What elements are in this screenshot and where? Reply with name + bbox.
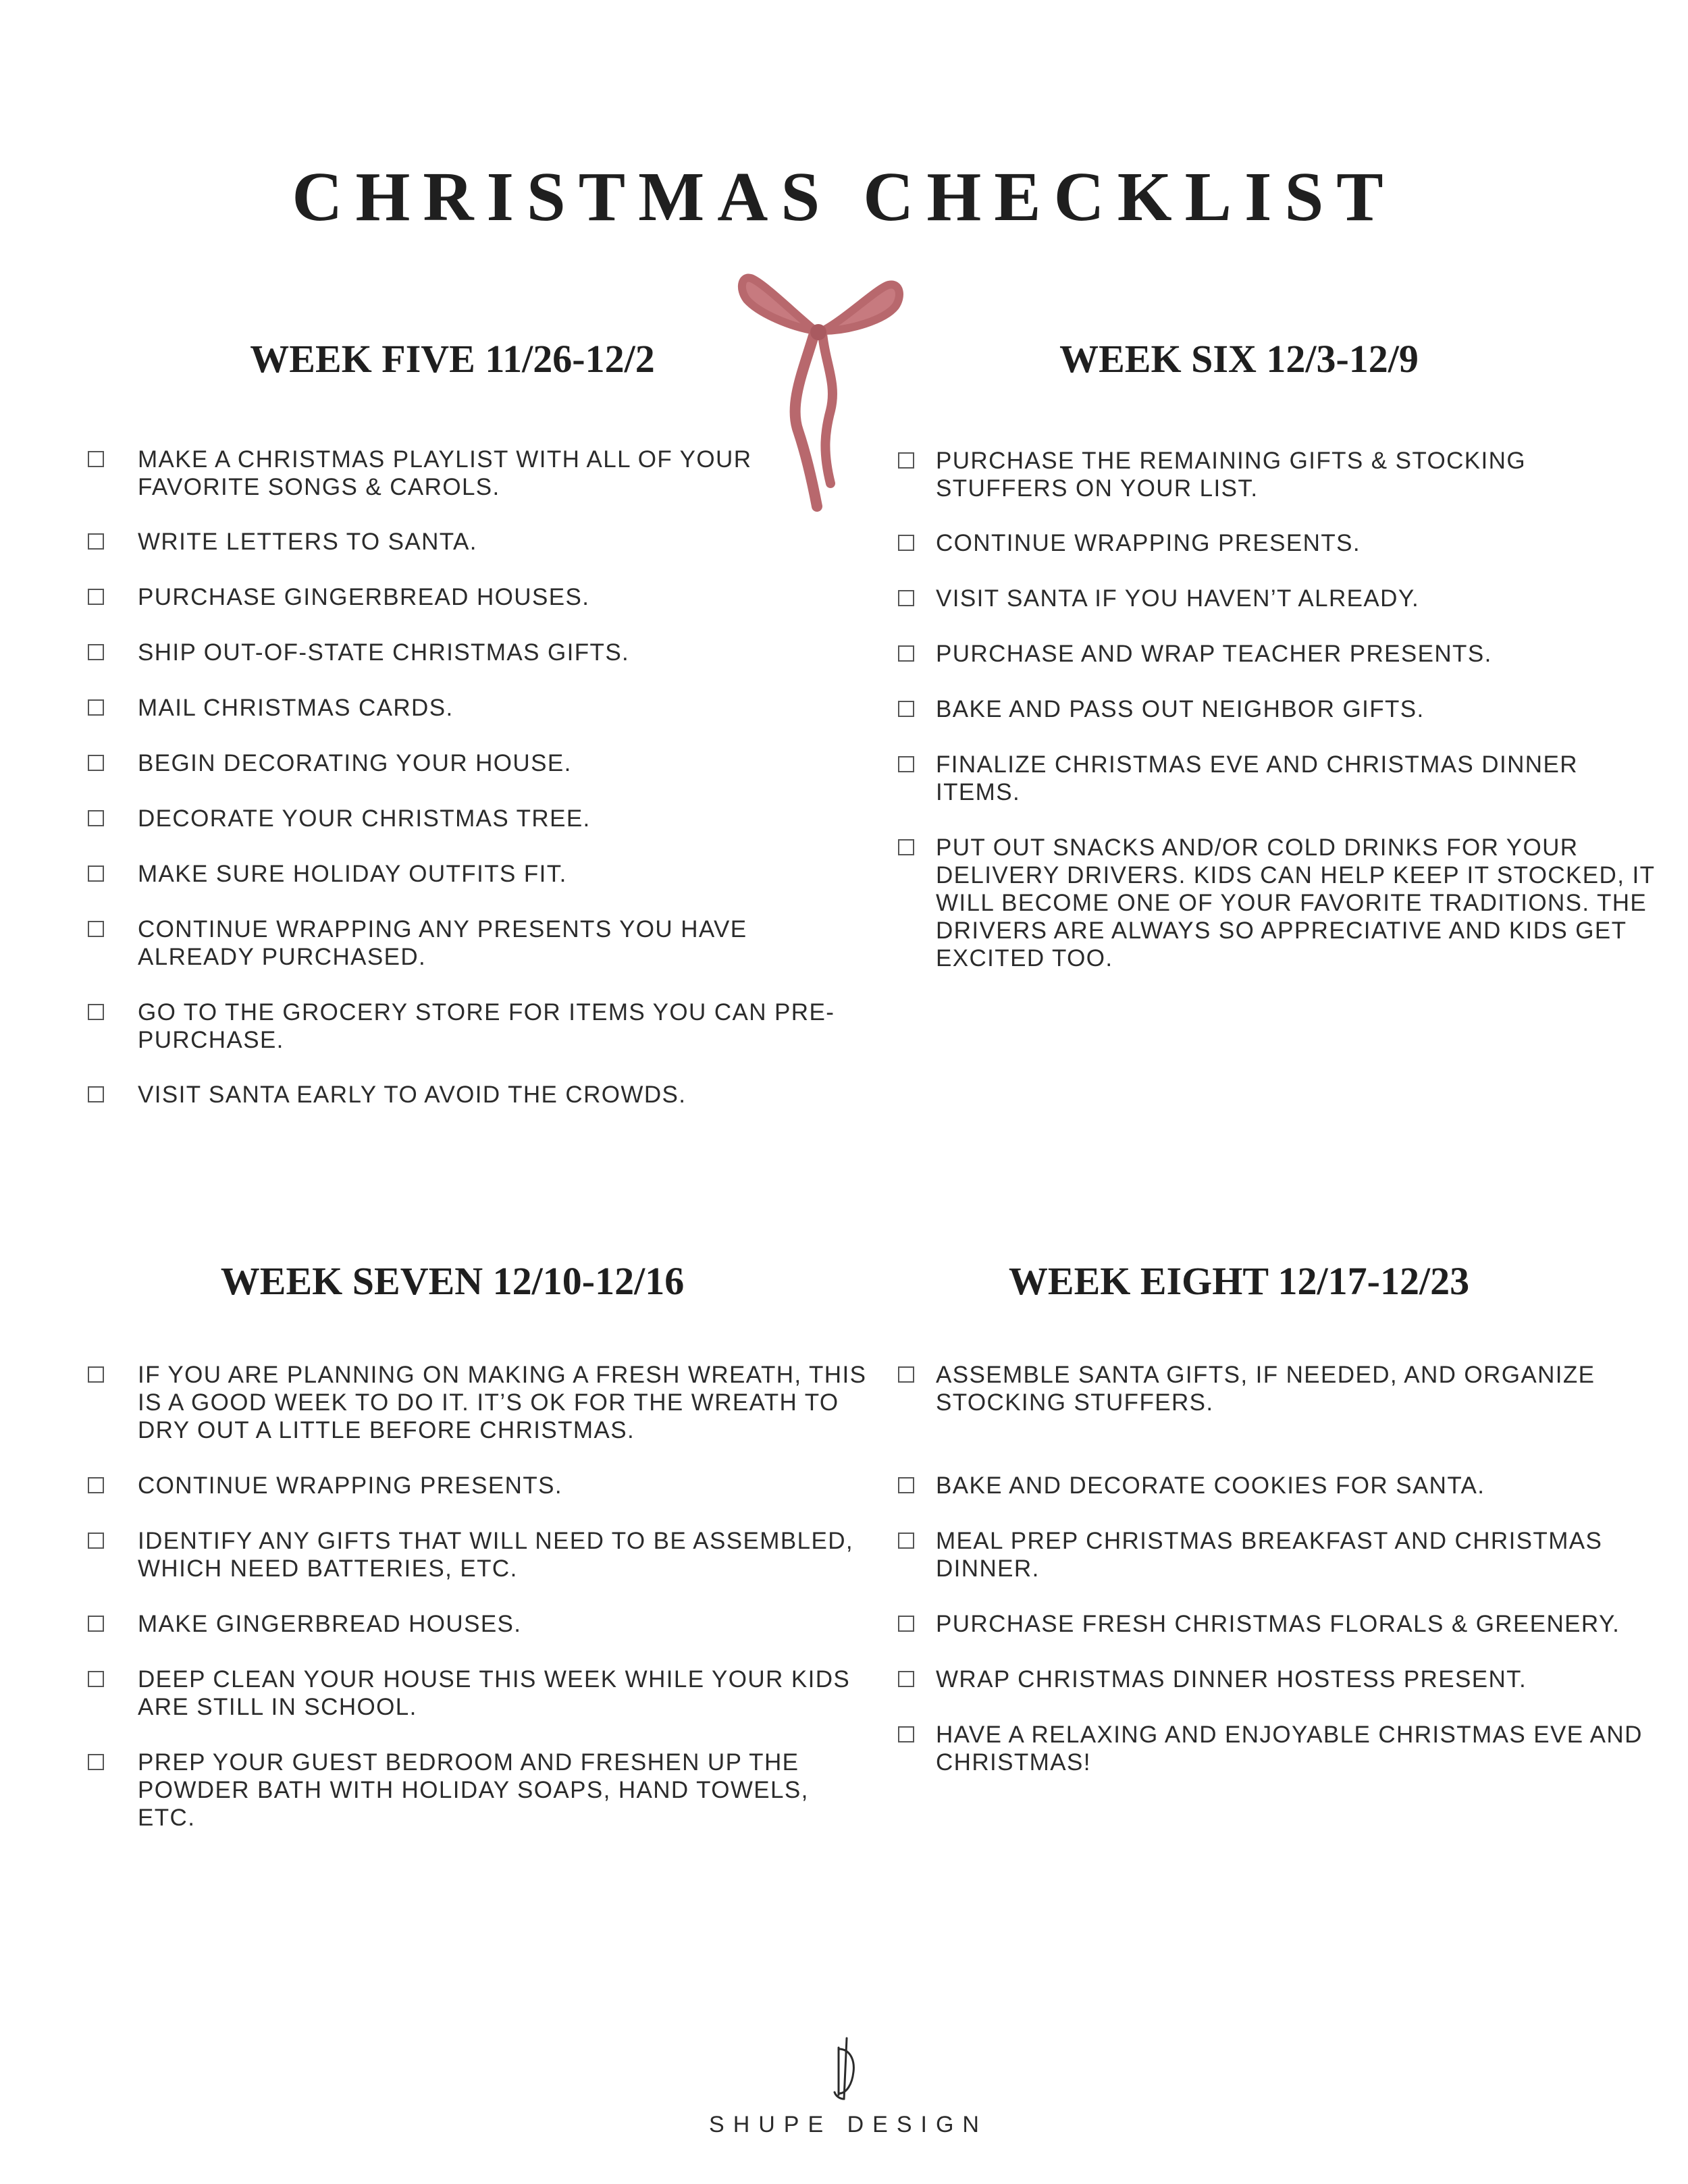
checkbox[interactable] xyxy=(88,810,104,826)
checkbox[interactable] xyxy=(898,535,914,551)
brand-name: SHUPE DESIGN xyxy=(709,2112,988,2137)
week-five-heading: WEEK FIVE 11/26-12/2 xyxy=(250,337,655,381)
checkbox[interactable] xyxy=(88,699,104,716)
checkbox[interactable] xyxy=(88,921,104,937)
checkbox[interactable] xyxy=(898,645,914,662)
checkbox[interactable] xyxy=(88,589,104,605)
week-eight-heading: WEEK EIGHT 12/17-12/23 xyxy=(1008,1259,1470,1303)
page-title: CHRISTMAS CHECKLIST xyxy=(292,158,1396,236)
checkbox[interactable] xyxy=(88,1533,104,1549)
checkbox[interactable] xyxy=(88,1477,104,1493)
checkbox[interactable] xyxy=(898,1616,914,1632)
checkbox[interactable] xyxy=(88,533,104,550)
checkbox[interactable] xyxy=(898,701,914,717)
checkbox[interactable] xyxy=(88,865,104,882)
week-six-heading: WEEK SIX 12/3-12/9 xyxy=(1059,337,1419,381)
checkbox[interactable] xyxy=(898,839,914,855)
checkbox[interactable] xyxy=(88,755,104,771)
checkbox[interactable] xyxy=(898,756,914,772)
shupe-design-monogram-icon xyxy=(824,2034,864,2102)
checkbox[interactable] xyxy=(88,451,104,467)
checkbox[interactable] xyxy=(898,1366,914,1383)
checkbox[interactable] xyxy=(898,1726,914,1742)
checkbox[interactable] xyxy=(88,1616,104,1632)
checkbox[interactable] xyxy=(88,1671,104,1687)
checkbox[interactable] xyxy=(898,1671,914,1687)
checkbox[interactable] xyxy=(898,590,914,606)
checkbox[interactable] xyxy=(88,1004,104,1020)
checkbox[interactable] xyxy=(88,1754,104,1770)
checkbox[interactable] xyxy=(898,1533,914,1549)
checkbox[interactable] xyxy=(88,1086,104,1102)
checkbox[interactable] xyxy=(898,1477,914,1493)
checkbox[interactable] xyxy=(88,644,104,660)
week-seven-heading: WEEK SEVEN 12/10-12/16 xyxy=(220,1259,685,1303)
checkbox[interactable] xyxy=(898,452,914,469)
checkbox[interactable] xyxy=(88,1366,104,1383)
